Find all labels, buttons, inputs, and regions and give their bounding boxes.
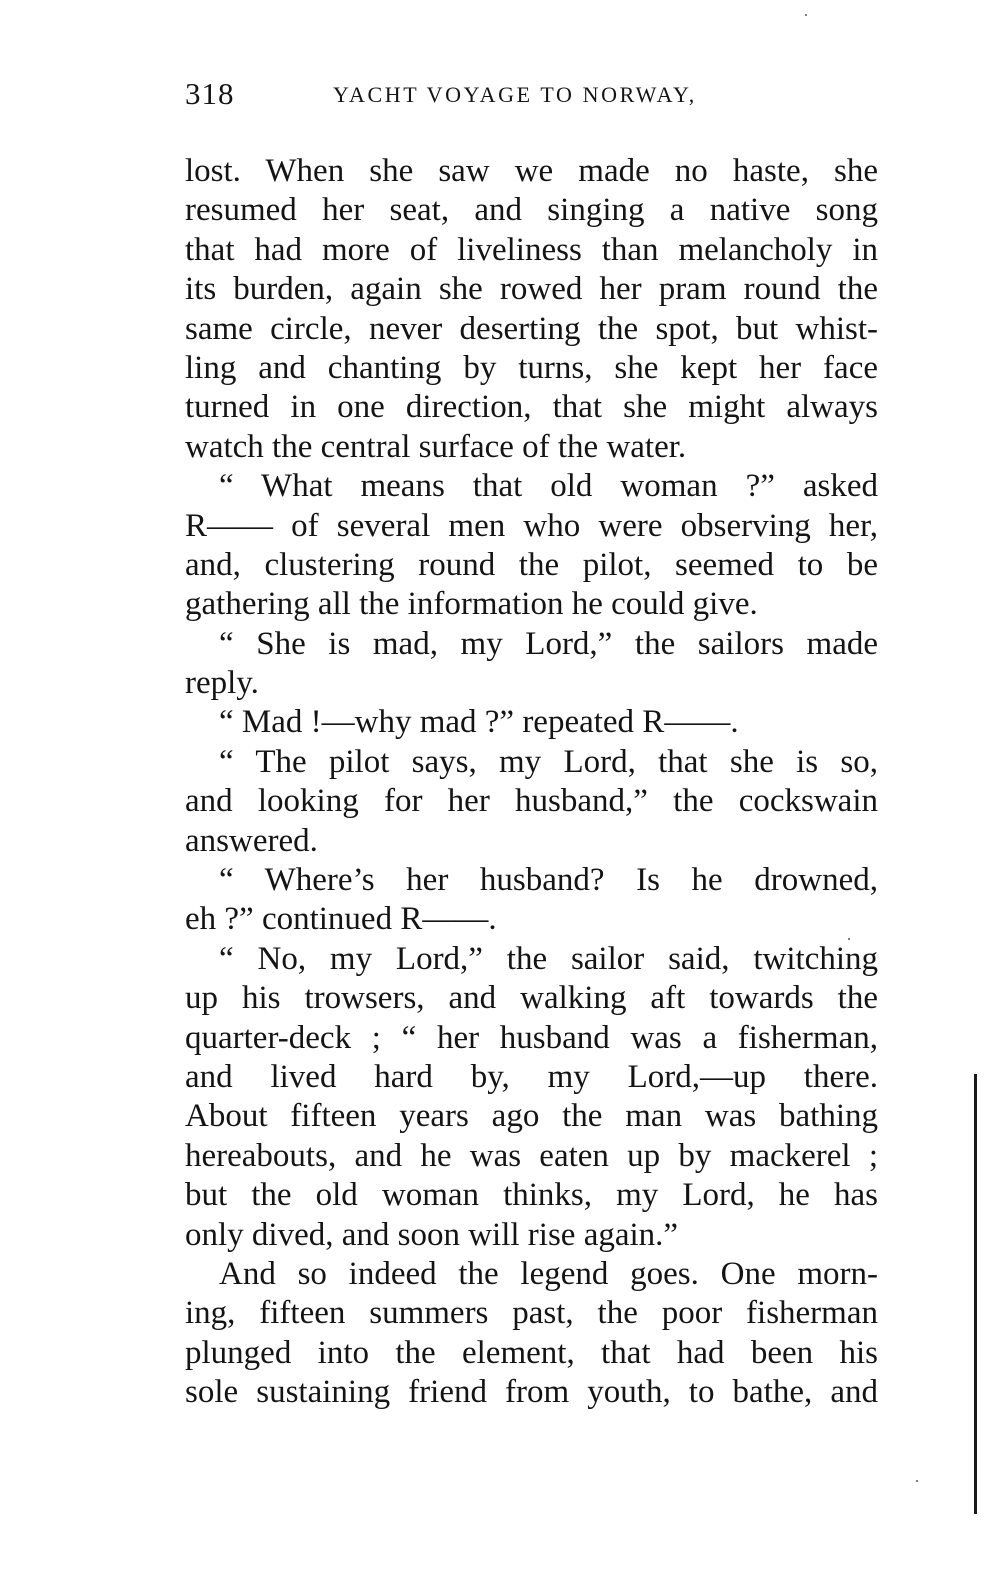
page-speck bbox=[805, 14, 807, 16]
text-line: “ She is mad, my Lord,” the sailors made bbox=[219, 625, 878, 662]
text-line: About fifteen years ago the man was bathing bbox=[185, 1098, 878, 1135]
text-line: turned in one direction, that she might always bbox=[185, 389, 878, 426]
text-line: ling and chanting by turns, she kept her face bbox=[185, 349, 878, 386]
text-line: that had more of liveliness than melancholy in bbox=[185, 231, 878, 268]
text-line: “ The pilot says, my Lord, that she is so, bbox=[219, 743, 878, 780]
page-number: 318 bbox=[185, 76, 235, 111]
text-line: but the old woman thinks, my Lord, he has bbox=[185, 1177, 878, 1214]
text-line: and, clustering round the pilot, seemed to be bbox=[185, 546, 878, 583]
body-text bbox=[185, 152, 878, 1413]
text-line: “ Mad !—why mad ?” repeated R——. bbox=[219, 704, 739, 741]
text-line: only dived, and soon will rise again.” bbox=[185, 1216, 679, 1253]
text-line: And so indeed the legend goes. One morn- bbox=[219, 1255, 878, 1292]
text-line: sole sustaining friend from youth, to bathe, and bbox=[185, 1374, 878, 1411]
text-line: answered. bbox=[185, 822, 318, 859]
running-head: YACHT VOYAGE TO NORWAY, bbox=[333, 82, 697, 107]
text-line: its burden, again she rowed her pram round the bbox=[185, 271, 878, 308]
text-line: watch the central surface of the water. bbox=[185, 428, 687, 465]
margin-rule bbox=[974, 1074, 977, 1514]
text-line: “ Where’s her husband? Is he drowned, bbox=[219, 862, 878, 899]
text-line: and lived hard by, my Lord,—up there. bbox=[185, 1058, 878, 1095]
text-line: resumed her seat, and singing a native song bbox=[185, 192, 878, 229]
text-line: up his trowsers, and walking aft towards the bbox=[185, 980, 878, 1017]
text-line: ing, fifteen summers past, the poor fisherman bbox=[185, 1295, 878, 1332]
text-line: eh ?” continued R——. bbox=[185, 901, 497, 938]
text-line: quarter-deck ; “ her husband was a fisherman, bbox=[185, 1019, 878, 1056]
text-line: plunged into the element, that had been his bbox=[185, 1334, 878, 1371]
text-line: R—— of several men who were observing her, bbox=[185, 507, 878, 544]
text-line: “ No, my Lord,” the sailor said, twitching bbox=[219, 940, 878, 977]
text-line: lost. When she saw we made no haste, she bbox=[185, 153, 878, 189]
text-line: “ What means that old woman ?” asked bbox=[219, 468, 878, 505]
page-speck bbox=[848, 938, 850, 940]
page-speck bbox=[916, 1480, 918, 1482]
text-line: same circle, never deserting the spot, but whist- bbox=[185, 310, 878, 347]
text-line: hereabouts, and he was eaten up by mackerel ; bbox=[185, 1137, 878, 1174]
page-header bbox=[185, 76, 885, 116]
text-line: gathering all the information he could give. bbox=[185, 586, 758, 623]
text-line: and looking for her husband,” the cockswain bbox=[185, 783, 878, 820]
text-line: reply. bbox=[185, 665, 259, 702]
